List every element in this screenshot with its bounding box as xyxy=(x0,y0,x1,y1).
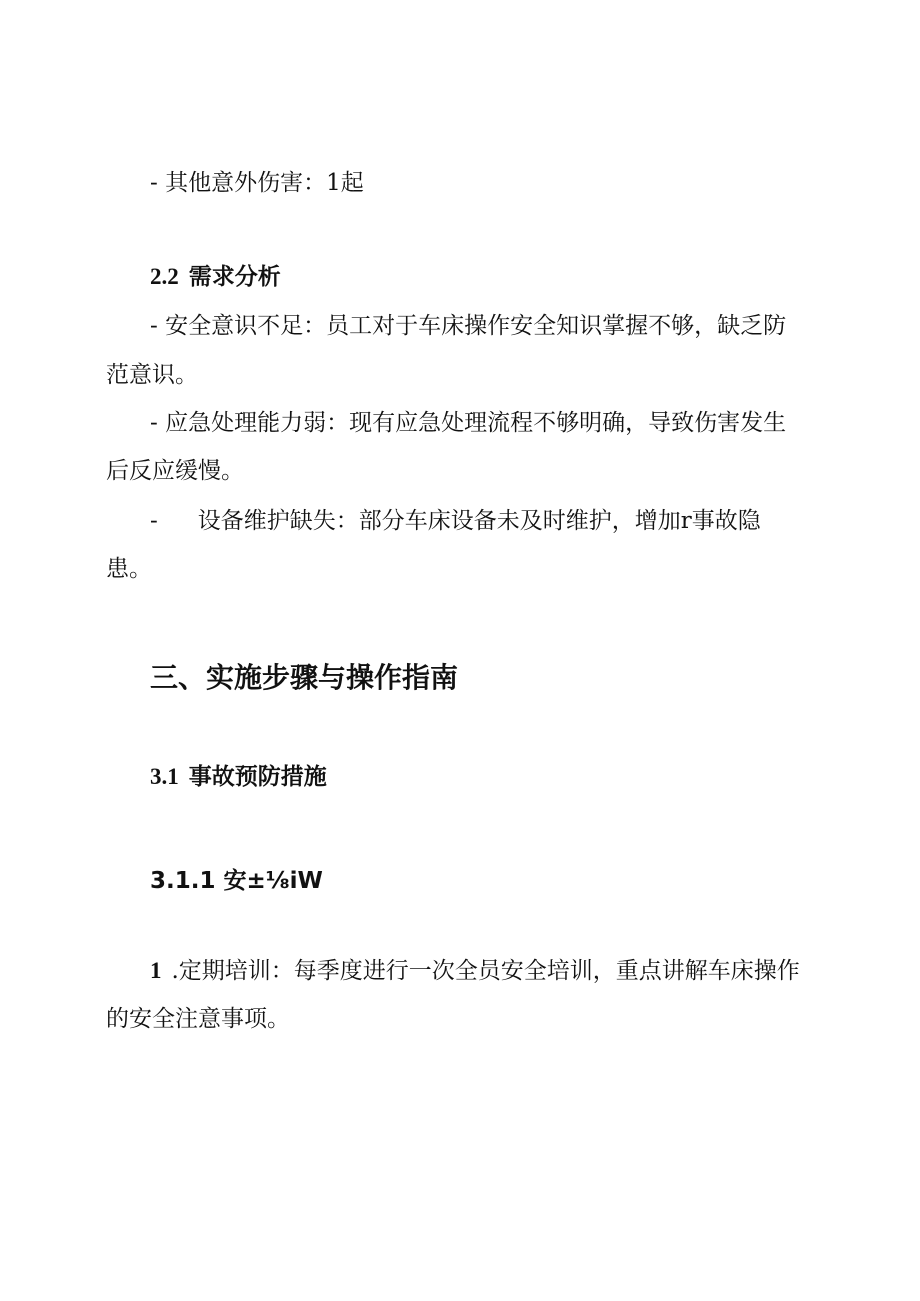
measure-number: 1 xyxy=(150,958,162,983)
measure-text: .定期培训：每季度进行一次全员安全培训，重点讲解车床操作 xyxy=(171,958,800,984)
list-item-other-injuries: - 其他意外伤害：1起 xyxy=(150,170,364,196)
list-item-emergency-line1: - 应急处理能力弱：现有应急处理流程不够明确，导致伤害发生 xyxy=(150,410,787,436)
section-heading-2-2 xyxy=(150,262,281,292)
subsection-heading-3-1-1: 3.1.1 安±⅛iW xyxy=(150,868,323,894)
section-number: 2.2 xyxy=(150,264,179,289)
list-item-safety-awareness-line1: - 安全意识不足：员工对于车床操作安全知识掌握不够，缺乏防 xyxy=(150,313,787,339)
list-item-maintenance-line2: 患。 xyxy=(106,556,152,582)
section-heading-3-1 xyxy=(150,762,327,792)
list-item-safety-awareness-line2: 范意识。 xyxy=(106,362,198,388)
measure-item-1-line2: 的安全注意事项。 xyxy=(106,1006,290,1032)
list-dash: - xyxy=(150,508,158,534)
section-title: 需求分析 xyxy=(188,264,281,290)
section-number: 3.1 xyxy=(150,764,179,789)
section-title: 事故预防措施 xyxy=(188,764,327,790)
list-item-emergency-line2: 后反应缓慢。 xyxy=(106,458,244,484)
list-item-maintenance-line1 xyxy=(150,506,761,536)
list-item-text: 设备维护缺失：部分车床设备未及时维护，增加r事故隐 xyxy=(197,508,761,534)
measure-item-1-line1 xyxy=(150,956,800,986)
chapter-title: 三、实施步骤与操作指南 xyxy=(150,661,459,694)
